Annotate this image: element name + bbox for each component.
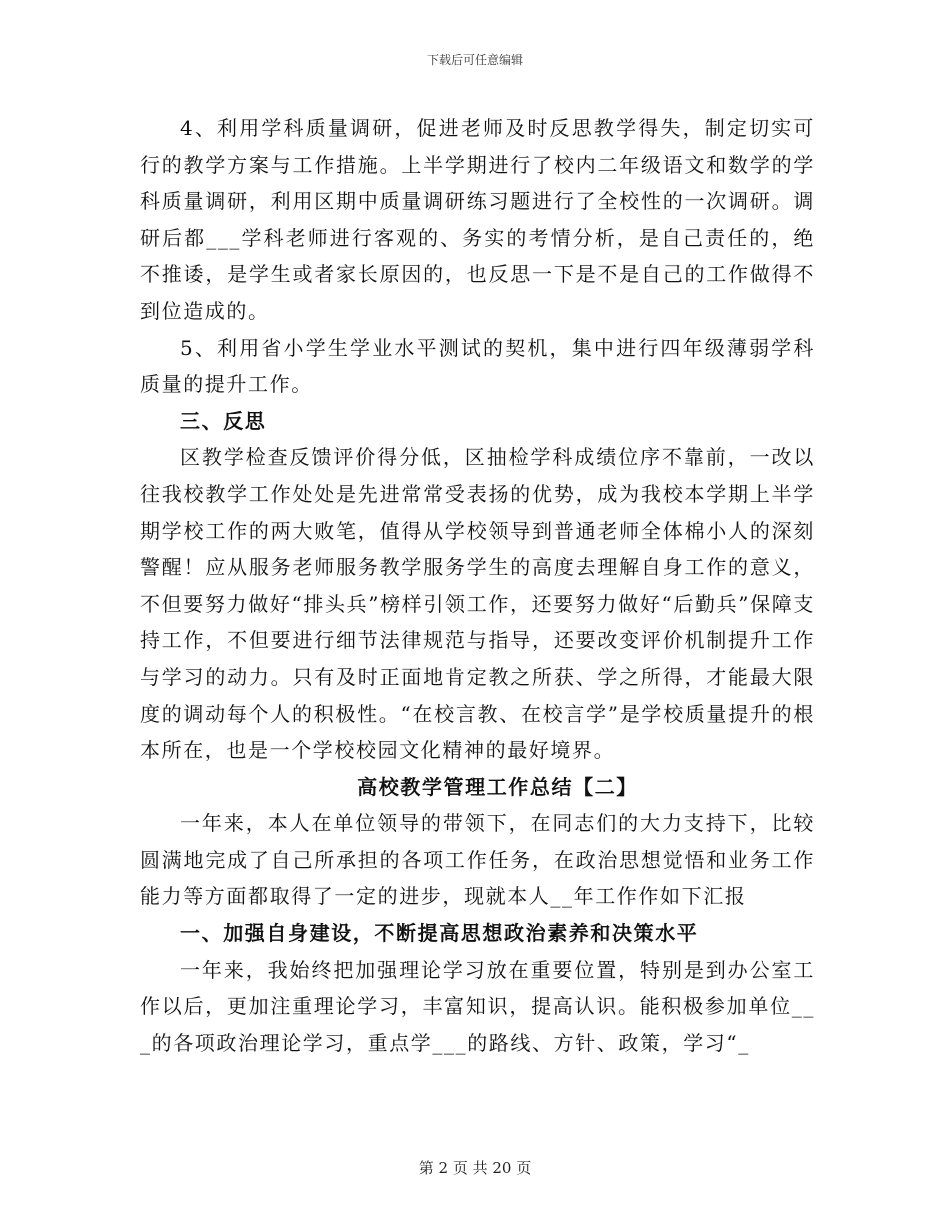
paragraph-item-5: 5、利用省小学生学业水平测试的契机，集中进行四年级薄弱学科质量的提升工作。 xyxy=(140,335,815,397)
page-footer: 第 2 页 共 20 页 xyxy=(418,1159,532,1177)
paragraph-intro: 一年来，本人在单位领导的带领下，在同志们的大力支持下，比较圆满地完成了自己所承担的各项工作任务，在政治思想觉悟和业务工作能力等方面都取得了一定的进步，现就本人__年工作作如下汇报 xyxy=(140,811,815,909)
paragraph-item-4: 4、利用学科质量调研，促进老师及时反思教学得失，制定切实可行的教学方案与工作措施。上半学期进行了校内二年级语文和数学的学科质量调研，利用区期中质量调研练习题进行了全校性的一次调研。调研后都___学科老师进行客观的、务实的考情分析，是自己责任的，绝不推诿，是学生或者家长原因的，也反思一下是不是自己的工作做得不到位造成的。 xyxy=(140,116,815,323)
page-header: 下载后可任意编辑 xyxy=(426,53,523,67)
document-body xyxy=(140,110,815,1061)
heading-reflection: 三、反思 xyxy=(180,408,267,433)
paragraph-study: 一年来，我始终把加强理论学习放在重要位置，特别是到办公室工作以后，更加注重理论学习，丰富知识，提高认识。能积极参加单位___的各项政治理论学习，重点学___的路线、方针、政策，学习“_ xyxy=(140,957,815,1055)
section-title: 高校教学管理工作总结【二】 xyxy=(357,774,638,799)
paragraph-reflection: 区教学检查反馈评价得分低，区抽检学科成绩位序不靠前，一改以往我校教学工作处处是先进常常受表扬的优势，成为我校本学期上半学期学校工作的两大败笔，值得从学校领导到普通老师全体棉小人的深刻警醒！应从服务老师服务教学服务学生的高度去理解自身工作的意义，不但要努力做好“排头兵”榜样引领工作，还要努力做好“后勤兵”保障支持工作，不但要进行细节法律规范与指导，还要改变评价机制提升工作与学习的动力。只有及时正面地肯定教之所获、学之所得，才能最大限度的调动每个人的积极性。“在校言教、在校言学”是学校质量提升的根本所在，也是一个学校校园文化精神的最好境界。 xyxy=(140,445,815,763)
heading-self-building: 一、加强自身建设，不断提高思想政治素养和决策水平 xyxy=(180,921,699,946)
